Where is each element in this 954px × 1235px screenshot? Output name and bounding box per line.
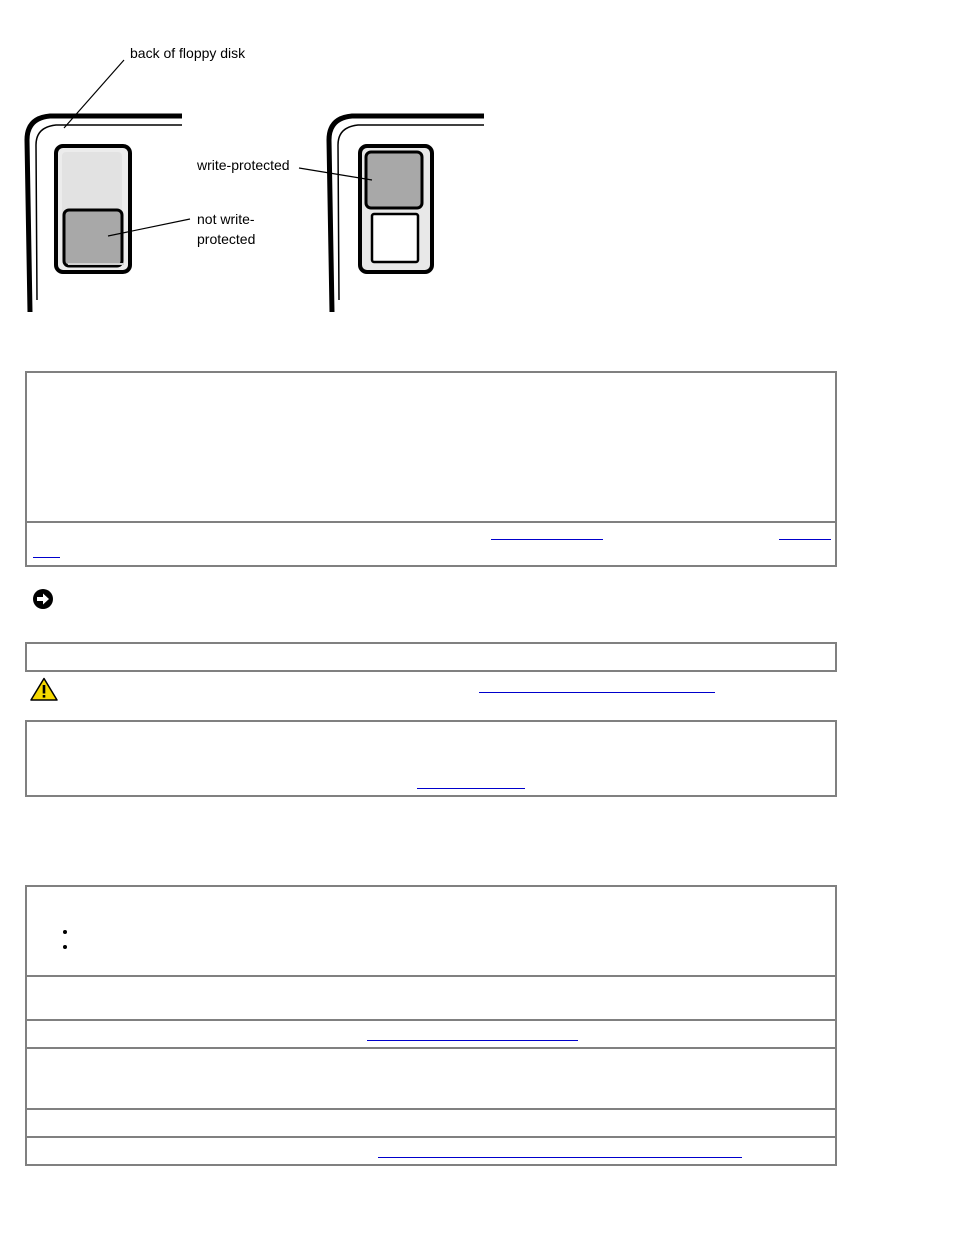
list-bullet-1 (63, 930, 67, 934)
table-4-link-2[interactable] (378, 1157, 742, 1158)
table-4 (25, 885, 837, 1166)
table-4-divider-3 (27, 1047, 835, 1049)
table-4-divider-2 (27, 1019, 835, 1021)
table-4-divider-4 (27, 1108, 835, 1110)
label-write-protected: write-protected (197, 157, 290, 173)
floppy-write-protect-figure (0, 0, 520, 330)
table-3-link[interactable] (417, 788, 525, 789)
disk-not-write-protected (27, 116, 182, 312)
caution-link[interactable] (479, 692, 715, 693)
table-3 (25, 720, 837, 797)
table-1 (25, 371, 837, 567)
table-1-row-divider (27, 521, 835, 523)
table-1-link-1[interactable] (491, 539, 603, 540)
table-4-divider-5 (27, 1136, 835, 1138)
table-4-divider-1 (27, 975, 835, 977)
caution-warning-icon (30, 677, 58, 701)
label-not-write-protected-line1: not write- (197, 211, 255, 227)
notice-icon (32, 588, 54, 610)
table-1-link-2a[interactable] (779, 539, 831, 540)
list-bullet-2 (63, 945, 67, 949)
table-4-link-1[interactable] (367, 1040, 578, 1041)
label-back-of-floppy: back of floppy disk (130, 45, 246, 61)
table-2 (25, 642, 837, 672)
table-1-link-2b[interactable] (33, 557, 60, 558)
label-not-write-protected-line2: protected (197, 231, 256, 247)
disk-write-protected (329, 116, 484, 312)
